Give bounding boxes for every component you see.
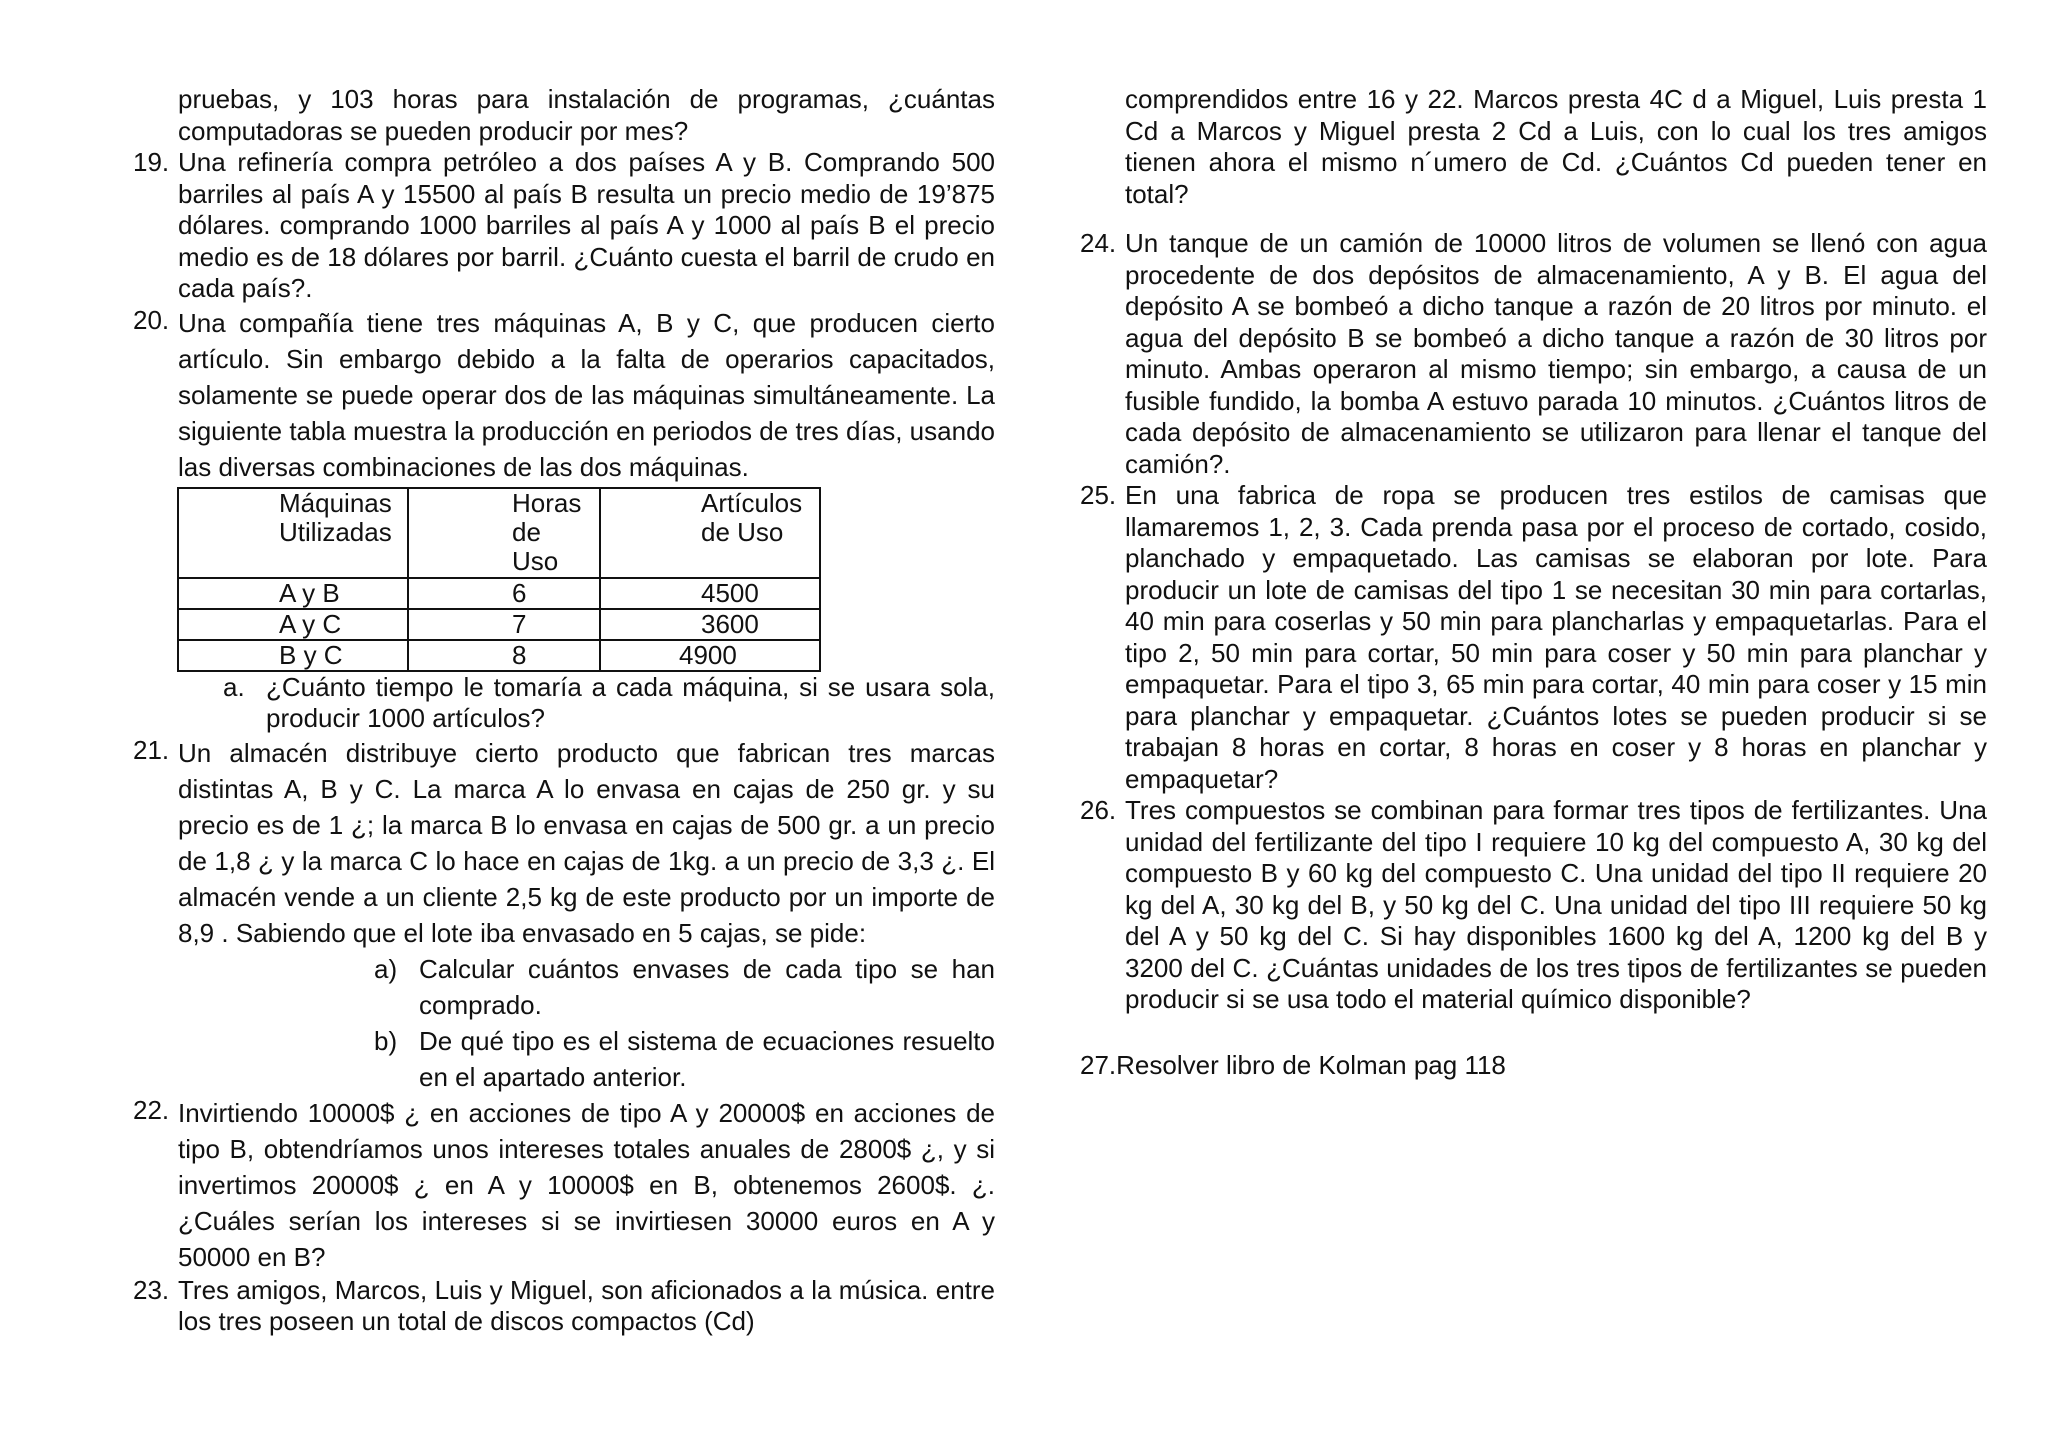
problem-23 — [133, 1275, 995, 1338]
table-header-cell: Máquinas Utilizadas — [178, 488, 408, 578]
problem-20 — [133, 305, 995, 485]
problem-text: Una refinería compra petróleo a dos países A y B. Comprando 500 barriles al país A y 15500 al país B resulta un precio medio de 19’875 dólares. comprando 1000 barriles al país A y 1000 al país B el precio medio es de 18 dólares por barril. ¿Cuánto cuesta el barril de crudo en cada país?. — [178, 147, 995, 303]
left-column — [133, 84, 995, 1338]
table-cell: 7 — [408, 609, 600, 640]
problem-number: 26. — [1080, 795, 1117, 825]
problem-27: 27.Resolver libro de Kolman pag 118 — [1080, 1049, 1506, 1080]
problem-20-subitem-a — [133, 672, 995, 735]
problem-text: Tres compuestos se combinan para formar tres tipos de fertilizantes. Una unidad del fertilizante del tipo I requiere 10 kg del compuesto A, 30 kg del compuesto B y 60 kg del compuesto C. Una unidad del tipo II requiere 20 kg del A, 30 kg del B, y 50 kg del C. Una unidad del tipo III requiere 50 kg del A y 50 kg del C. Si hay disponibles 1600 kg del A, 1200 kg del B y 3200 del C. ¿Cuántas unidades de los tres tipos de fertilizantes se pueden producir si se usa todo el material químico disponible? — [1125, 795, 1987, 1014]
table-cell: 4900 — [600, 640, 820, 671]
table-cell: 6 — [408, 578, 600, 609]
problem-text: comprendidos entre 16 y 22. Marcos presta 4C d a Miguel, Luis presta 1 Cd a Marcos y Miguel presta 2 Cd a Luis, con lo cual los tres amigos tienen ahora el mismo n´umero de Cd. ¿Cuántos Cd pueden tener en total? — [1125, 84, 1987, 209]
subitem-label: a. — [223, 671, 245, 702]
table-row — [178, 578, 820, 609]
table-cell: A y C — [178, 609, 408, 640]
problem-number: 20. — [133, 304, 170, 335]
problem-text: Invirtiendo 10000$ ¿ en acciones de tipo A y 20000$ en acciones de tipo B, obtendríamos unos intereses totales anuales de 2800$ ¿, y si invertimos 20000$ ¿ en A y 10000$ en B, obtenemos 2600$. ¿. ¿Cuáles serían los intereses si se invirtiesen 30000 euros en A y 50000 en B? — [178, 1097, 995, 1272]
problem-21 — [133, 735, 995, 951]
subitem-label: a) — [374, 953, 398, 984]
table-cell: 8 — [408, 640, 600, 671]
problem-text: Tres amigos, Marcos, Luis y Miguel, son aficionados a la música. entre los tres poseen un total de discos compactos (Cd) — [178, 1274, 995, 1336]
subitem-label: b) — [374, 1025, 398, 1056]
subitem-text: ¿Cuánto tiempo le tomaría a cada máquina, si se usara sola, producir 1000 artículos? — [266, 671, 995, 733]
problem-25 — [1080, 480, 1987, 795]
problem-18-continuation — [133, 84, 995, 147]
problem-number: 24. — [1080, 228, 1117, 258]
table-cell: 3600 — [600, 609, 820, 640]
problem-23-continuation — [1080, 84, 1987, 210]
spacer — [1080, 210, 1987, 228]
right-column — [1080, 84, 1987, 1081]
subitem-text: De qué tipo es el sistema de ecuaciones resuelto en el apartado anterior. — [419, 1025, 995, 1092]
problem-number: 23. — [133, 1274, 170, 1305]
problem-text: pruebas, y 103 horas para instalación de programas, ¿cuántas computadoras se pueden producir por mes? — [178, 84, 995, 146]
table-cell: 4500 — [600, 578, 820, 609]
problem-text: Una compañía tiene tres máquinas A, B y C, que producen cierto artículo. Sin embargo debido a la falta de operarios capacitados, solamente se puede operar dos de las máquinas simultáneamente. La siguiente tabla muestra la producción en periodos de tres días, usando las diversas combinaciones de las dos máquinas. — [178, 307, 995, 482]
problem-22 — [133, 1095, 995, 1275]
problem-number: 25. — [1080, 480, 1117, 510]
table-header-cell: Horas de Uso — [408, 488, 600, 578]
problem-21-subitem-b — [133, 1023, 995, 1095]
problem-text: En una fabrica de ropa se producen tres estilos de camisas que llamaremos 1, 2, 3. Cada prenda pasa por el proceso de cortado, cosido, planchado y empaquetado. Las camisas se elaboran por lote. Para producir un lote de camisas del tipo 1 se necesitan 30 min para cortarlas, 40 min para coserlas y 50 min para plancharlas y empaquetarlas. Para el tipo 2, 50 min para cortar, 50 min para coser y 50 min para planchar y empaquetar. Para el tipo 3, 65 min para cortar, 40 min para coser y 15 min para planchar y empaquetar. ¿Cuántos lotes se pueden producir si se trabajan 8 horas en cortar, 8 horas en coser y 8 horas en planchar y empaquetar? — [1125, 480, 1987, 794]
problem-26 — [1080, 795, 1987, 1016]
table-header-cell: Artículos de Uso — [600, 488, 820, 578]
subitem-text: Calcular cuántos envases de cada tipo se han comprado. — [419, 953, 995, 1020]
table-header-row — [178, 488, 820, 578]
problem-text: Un almacén distribuye cierto producto que fabrican tres marcas distintas A, B y C. La marca A lo envasa en cajas de 250 gr. y su precio es de 1 ¿; la marca B lo envasa en cajas de 500 gr. a un precio de 1,8 ¿ y la marca C lo hace en cajas de 1kg. a un precio de 3,3 ¿. El almacén vende a un cliente 2,5 kg de este producto por un importe de 8,9 . Sabiendo que el lote iba envasado en 5 cajas, se pide: — [178, 737, 995, 948]
problem-21-subitem-a — [133, 951, 995, 1023]
problem-text: Un tanque de un camión de 10000 litros de volumen se llenó con agua procedente de dos depósitos de almacenamiento, A y B. El agua del depósito A se bombeó a dicho tanque a razón de 20 litros por minuto. el agua del depósito B se bombeó a dicho tanque a razón de 30 litros por minuto. Ambas operaron al mismo tiempo; sin embargo, a causa de un fusible fundido, la bomba A estuvo parada 10 minutos. ¿Cuántos litros de cada depósito de almacenamiento se utilizaron para llenar el tanque del camión?. — [1125, 228, 1987, 479]
problem-number: 22. — [133, 1094, 170, 1125]
table-cell: A y B — [178, 578, 408, 609]
problem-19 — [133, 147, 995, 305]
problem-number: 19. — [133, 147, 170, 177]
table-row — [178, 609, 820, 640]
production-table — [177, 487, 821, 672]
table-cell: B y C — [178, 640, 408, 671]
table-row — [178, 640, 820, 671]
problem-24 — [1080, 228, 1987, 480]
problem-number: 21. — [133, 734, 170, 765]
